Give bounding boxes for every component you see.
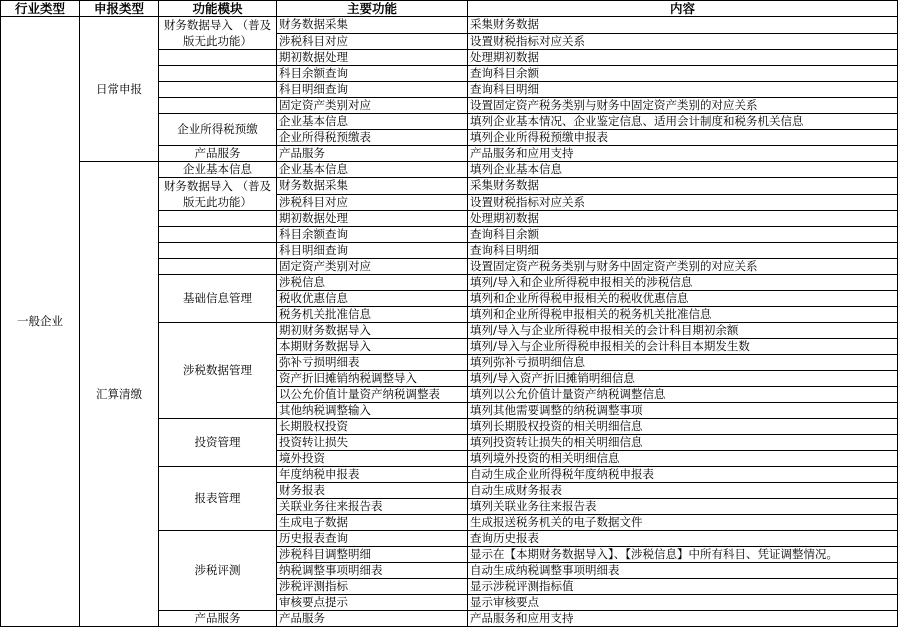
function-cell: 涉税科目调整明细 <box>277 547 468 563</box>
function-cell: 期初数据处理 <box>277 211 468 227</box>
content-cell: 填列关联业务往来报告表 <box>468 499 898 515</box>
content-cell: 设置财税指标对应关系 <box>468 194 898 211</box>
module-invest: 投资管理 <box>159 419 277 467</box>
module-cell-empty <box>159 259 277 275</box>
module-cell-empty <box>159 98 277 114</box>
header-module: 功能模块 <box>159 1 277 17</box>
function-cell: 涉税评测指标 <box>277 579 468 595</box>
header-industry: 行业类型 <box>1 1 80 17</box>
function-cell: 涉税信息 <box>277 275 468 291</box>
function-cell: 历史报表查询 <box>277 531 468 547</box>
function-cell: 科目余额查询 <box>277 227 468 243</box>
function-cell: 弥补亏损明细表 <box>277 355 468 371</box>
module-prepay: 企业所得税预缴 <box>159 114 277 146</box>
function-cell: 资产折旧摊销纳税调整导入 <box>277 371 468 387</box>
module-tax-eval: 涉税评测 <box>159 531 277 611</box>
function-cell: 以公允价值计量资产纳税调整表 <box>277 387 468 403</box>
content-cell: 查询科目余额 <box>468 66 898 82</box>
module-product: 产品服务 <box>159 146 277 162</box>
function-cell: 企业基本信息 <box>277 114 468 130</box>
content-cell: 设置财税指标对应关系 <box>468 33 898 50</box>
function-cell: 涉税科目对应 <box>277 33 468 50</box>
module-cell-empty <box>159 243 277 259</box>
function-cell: 税收优惠信息 <box>277 291 468 307</box>
content-cell: 填列企业所得税预缴申报表 <box>468 130 898 146</box>
content-cell: 填列其他需要调整的纳税调整事项 <box>468 403 898 419</box>
module-report-mgmt: 报表管理 <box>159 467 277 531</box>
module-product: 产品服务 <box>159 611 277 627</box>
function-cell: 境外投资 <box>277 451 468 467</box>
function-cell: 科目明细查询 <box>277 82 468 98</box>
content-cell: 查询科目明细 <box>468 82 898 98</box>
content-cell: 产品服务和应用支持 <box>468 146 898 162</box>
content-cell: 设置固定资产税务类别与财务中固定资产类别的对应关系 <box>468 259 898 275</box>
function-cell: 企业所得税预缴表 <box>277 130 468 146</box>
content-cell: 填列以公允价值计量资产纳税调整信息 <box>468 387 898 403</box>
content-cell: 自动生成企业所得税年度纳税申报表 <box>468 467 898 483</box>
content-cell: 填列弥补亏损明细信息 <box>468 355 898 371</box>
function-cell: 关联业务往来报告表 <box>277 499 468 515</box>
industry-cell: 一般企业 <box>1 17 80 627</box>
content-cell: 填列和企业所得税申报相关的税务机关批准信息 <box>468 307 898 323</box>
module-data-import: 财务数据导入 （普及版无此功能） <box>159 17 277 50</box>
header-report-type: 申报类型 <box>80 1 159 17</box>
function-cell: 其他纳税调整输入 <box>277 403 468 419</box>
content-cell: 采集财务数据 <box>468 17 898 34</box>
header-function: 主要功能 <box>277 1 468 17</box>
module-cell-empty <box>159 50 277 66</box>
module-cell-empty <box>159 211 277 227</box>
content-cell: 显示涉税评测指标值 <box>468 579 898 595</box>
content-cell: 填列/导入资产折旧摊销明细信息 <box>468 371 898 387</box>
function-cell: 年度纳税申报表 <box>277 467 468 483</box>
module-basic-info: 企业基本信息 <box>159 162 277 178</box>
content-cell: 处理期初数据 <box>468 211 898 227</box>
report-type-daily: 日常申报 <box>80 17 159 162</box>
function-cell: 财务报表 <box>277 483 468 499</box>
function-cell: 生成电子数据 <box>277 515 468 531</box>
function-cell: 固定资产类别对应 <box>277 98 468 114</box>
content-cell: 填列/导入与企业所得税申报相关的会计科目期初余额 <box>468 323 898 339</box>
content-cell: 生成报送税务机关的电子数据文件 <box>468 515 898 531</box>
content-cell: 查询科目明细 <box>468 243 898 259</box>
function-cell: 本期财务数据导入 <box>277 339 468 355</box>
function-cell: 纳税调整事项明细表 <box>277 563 468 579</box>
function-cell: 产品服务 <box>277 611 468 627</box>
content-cell: 设置固定资产税务类别与财务中固定资产类别的对应关系 <box>468 98 898 114</box>
content-cell: 显示审核要点 <box>468 595 898 611</box>
function-cell: 涉税科目对应 <box>277 194 468 211</box>
table-row <box>1 17 898 34</box>
function-cell: 科目余额查询 <box>277 66 468 82</box>
function-cell: 税务机关批准信息 <box>277 307 468 323</box>
function-cell: 投资转让损失 <box>277 435 468 451</box>
content-cell: 采集财务数据 <box>468 178 898 195</box>
content-cell: 填列境外投资的相关明细信息 <box>468 451 898 467</box>
function-cell: 期初财务数据导入 <box>277 323 468 339</box>
header-content: 内容 <box>468 1 898 17</box>
function-cell: 企业基本信息 <box>277 162 468 178</box>
module-cell-empty <box>159 82 277 98</box>
module-base-mgmt: 基础信息管理 <box>159 275 277 323</box>
table-row <box>1 162 898 178</box>
content-cell: 填列/导入和企业所得税申报相关的涉税信息 <box>468 275 898 291</box>
content-cell: 产品服务和应用支持 <box>468 611 898 627</box>
content-cell: 处理期初数据 <box>468 50 898 66</box>
function-cell: 产品服务 <box>277 146 468 162</box>
module-cell-empty <box>159 227 277 243</box>
function-cell: 财务数据采集 <box>277 178 468 195</box>
content-cell: 填列企业基本信息 <box>468 162 898 178</box>
content-cell: 填列/导入与企业所得税申报相关的会计科目本期发生数 <box>468 339 898 355</box>
content-cell: 填列企业基本情况、企业鉴定信息、适用会计制度和税务机关信息 <box>468 114 898 130</box>
content-cell: 填列长期股权投资的相关明细信息 <box>468 419 898 435</box>
function-cell: 财务数据采集 <box>277 17 468 34</box>
module-cell-empty <box>159 66 277 82</box>
function-cell: 科目明细查询 <box>277 243 468 259</box>
function-cell: 长期股权投资 <box>277 419 468 435</box>
function-cell: 审核要点提示 <box>277 595 468 611</box>
module-tax-data: 涉税数据管理 <box>159 323 277 419</box>
function-cell: 期初数据处理 <box>277 50 468 66</box>
report-type-annual: 汇算清缴 <box>80 162 159 627</box>
header-row <box>1 1 898 17</box>
content-cell: 显示在【本期财务数据导入】、【涉税信息】中所有科目、凭证调整情况。 <box>468 547 898 563</box>
function-cell: 固定资产类别对应 <box>277 259 468 275</box>
content-cell: 填列和企业所得税申报相关的税收优惠信息 <box>468 291 898 307</box>
content-cell: 查询历史报表 <box>468 531 898 547</box>
content-cell: 自动生成财务报表 <box>468 483 898 499</box>
content-cell: 查询科目余额 <box>468 227 898 243</box>
content-cell: 自动生成纳税调整事项明细表 <box>468 563 898 579</box>
content-cell: 填列投资转让损失的相关明细信息 <box>468 435 898 451</box>
module-data-import: 财务数据导入 （普及版无此功能） <box>159 178 277 211</box>
